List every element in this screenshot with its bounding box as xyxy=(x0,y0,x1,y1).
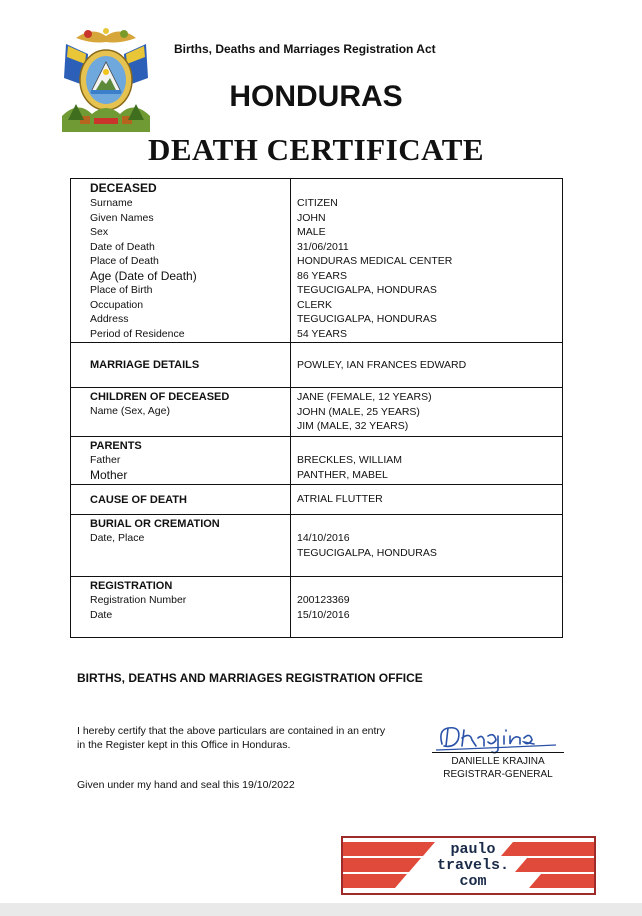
certificate-title: DEATH CERTIFICATE xyxy=(147,132,485,167)
deceased-label: Age (Date of Death) xyxy=(90,268,197,283)
registration-heading: REGISTRATION xyxy=(90,580,173,592)
marriage-heading: MARRIAGE DETAILS xyxy=(90,359,200,371)
deceased-label: Given Names xyxy=(90,211,154,224)
signature-line xyxy=(432,752,564,753)
page-bottom-band xyxy=(0,903,642,916)
cause-heading: CAUSE OF DEATH xyxy=(90,493,187,506)
cause-value: ATRIAL FLUTTER xyxy=(297,493,383,506)
parent-label: Father xyxy=(90,454,121,466)
deceased-value: 54 YEARS xyxy=(297,327,348,340)
registrar-block xyxy=(432,755,564,781)
deceased-value: HONDURAS MEDICAL CENTER xyxy=(297,255,453,267)
marriage-section xyxy=(71,343,563,388)
watermark-line: paulo xyxy=(450,841,496,858)
registration-value: 15/10/2016 xyxy=(297,608,350,621)
deceased-label: Place of Birth xyxy=(90,284,153,296)
child-value: JANE (FEMALE, 12 YEARS) xyxy=(297,391,432,403)
children-label: Name (Sex, Age) xyxy=(90,405,170,417)
given-under-seal: Given under my hand and seal this 19/10/2022 xyxy=(77,779,295,791)
registration-section xyxy=(71,577,563,638)
deceased-section xyxy=(71,179,563,343)
parent-value: BRECKLES, WILLIAM xyxy=(297,454,403,466)
registrar-title: REGISTRAR-GENERAL xyxy=(443,769,553,780)
child-value: JIM (MALE, 32 YEARS) xyxy=(297,420,409,432)
deceased-label: Date of Death xyxy=(90,240,155,253)
deceased-label: Address xyxy=(90,313,129,325)
deceased-label: Place of Death xyxy=(90,255,159,267)
burial-value: 14/10/2016 xyxy=(297,532,350,544)
burial-heading: BURIAL OR CREMATION xyxy=(90,518,220,530)
burial-value: TEGUCIGALPA, HONDURAS xyxy=(297,546,437,559)
office-name: BIRTHS, DEATHS AND MARRIAGES REGISTRATION OFFICE xyxy=(77,671,423,685)
deceased-value: TEGUCIGALPA, HONDURAS xyxy=(297,313,437,325)
children-section xyxy=(71,388,563,437)
registration-label: Registration Number xyxy=(90,594,187,606)
child-value: JOHN (MALE, 25 YEARS) xyxy=(297,405,420,418)
signature-icon xyxy=(432,718,564,756)
parent-label: Mother xyxy=(90,467,128,482)
deceased-value: JOHN xyxy=(297,211,326,224)
watermark-line: travels. xyxy=(436,857,509,874)
certify-line: I hereby certify that the above particulars are contained in an entry xyxy=(77,725,386,737)
certificate-table xyxy=(70,178,563,638)
marriage-value: POWLEY, IAN FRANCES EDWARD xyxy=(297,358,467,371)
registrar-name: DANIELLE KRAJINA xyxy=(451,756,545,767)
deceased-label: Period of Residence xyxy=(90,327,185,340)
watermark-line: com xyxy=(459,873,487,890)
registration-label: Date xyxy=(90,608,113,621)
certify-statement xyxy=(77,724,427,752)
deceased-value: MALE xyxy=(297,226,326,238)
act-title: Births, Deaths and Marriages Registration Act xyxy=(174,42,436,56)
parents-heading: PARENTS xyxy=(90,440,142,452)
children-heading: CHILDREN OF DECEASED xyxy=(90,391,230,403)
burial-section xyxy=(71,515,563,577)
deceased-value: 86 YEARS xyxy=(297,269,348,282)
deceased-heading: DECEASED xyxy=(90,181,157,195)
deceased-label: Surname xyxy=(90,197,133,209)
country-name: HONDURAS xyxy=(229,80,403,113)
watermark-logo xyxy=(341,836,596,895)
deceased-value: TEGUCIGALPA, HONDURAS xyxy=(297,284,437,296)
certify-line: in the Register kept in this Office in Honduras. xyxy=(77,739,291,751)
deceased-label: Occupation xyxy=(90,298,144,311)
deceased-value: CLERK xyxy=(297,298,333,311)
registration-value: 200123369 xyxy=(297,594,350,606)
burial-label: Date, Place xyxy=(90,532,145,544)
deceased-value: 31/06/2011 xyxy=(297,240,349,253)
parents-section xyxy=(71,437,563,485)
cause-section xyxy=(71,485,563,515)
deceased-value: CITIZEN xyxy=(297,197,338,209)
watermark-text xyxy=(373,842,573,890)
deceased-label: Sex xyxy=(90,226,109,238)
parent-value: PANTHER, MABEL xyxy=(297,468,388,481)
